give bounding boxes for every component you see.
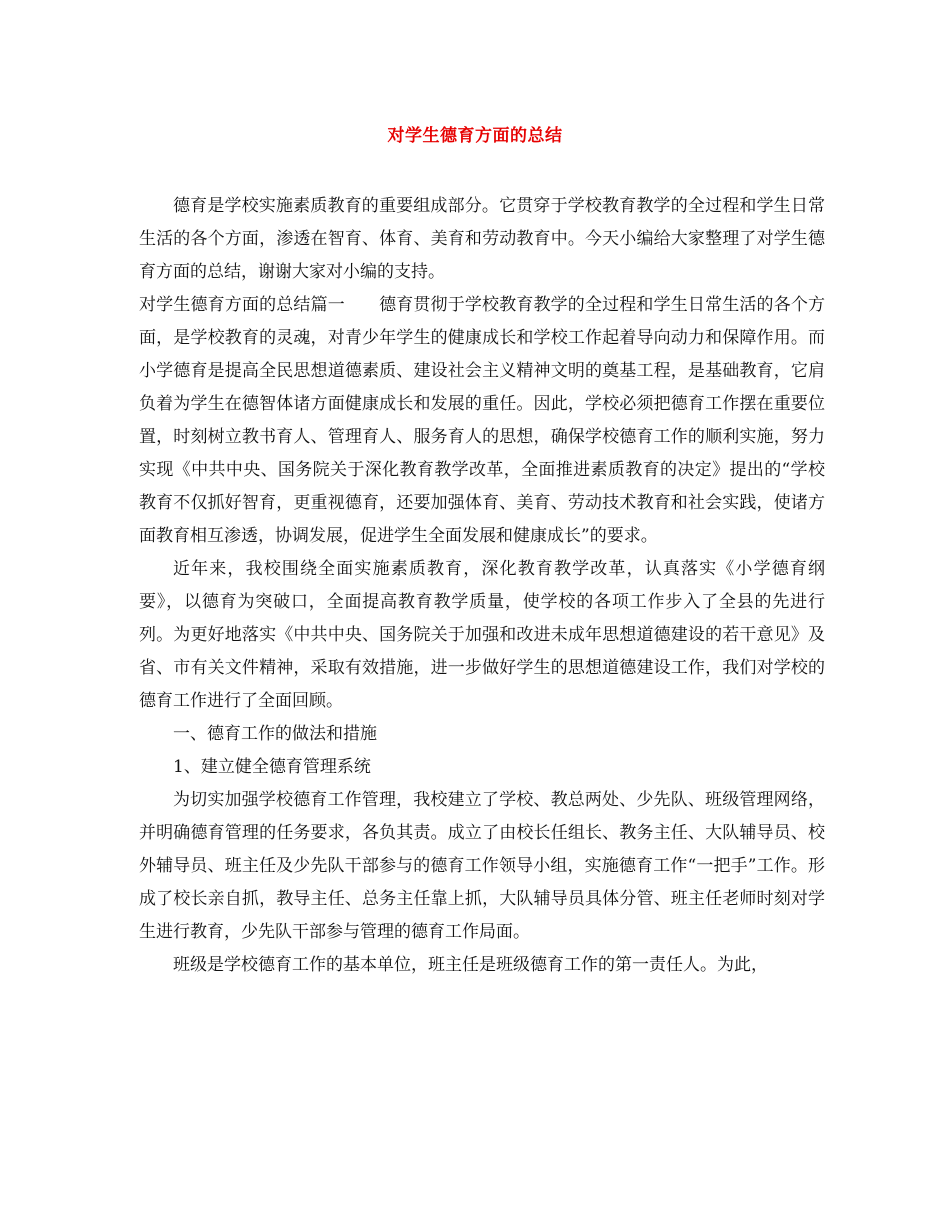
section-heading: 对学生德育方面的总结篇一 [139, 295, 345, 315]
paragraph-4: 班级是学校德育工作的基本单位，班主任是班级德育工作的第一责任人。为此， [173, 955, 768, 975]
document-body [139, 190, 825, 982]
heading-1: 一、德育工作的做法和措施 [173, 724, 377, 744]
section-text: 德育贯彻于学校教育教学的全过程和学生日常生活的各个方面，是学校教育的灵魂，对青少年学生的健康成长和学校工作起着导向动力和保障作用。而小学德育是提高全民思想道德素质、建设社会主义精神文明的奠基工程，是基础教育，它肩负着为学生在德智体诸方面健康成长和发展的重任。因此，学校必须把德育工作摆在重要位置，时刻树立教书育人、管理育人、服务育人的思想，确保学校德育工作的顺利实施，努力实现《中共中央、国务院关于深化教育教学改革，全面推进素质教育的决定》提出的“学校教育不仅抓好智育，更重视德育，还要加强体育、美育、劳动技术教育和社会实践，使诸方面教育相互渗透，协调发展，促进学生全面发展和健康成长”的要求。 [139, 295, 826, 546]
document-title: 对学生德育方面的总结 [387, 126, 563, 146]
heading-1-1: 1、建立健全德育管理系统 [173, 757, 371, 777]
intro-paragraph: 德育是学校实施素质教育的重要组成部分。它贯穿于学校教育教学的全过程和学生日常生活的各个方面，渗透在智育、体育、美育和劳动教育中。今天小编给大家整理了对学生德育方面的总结，谢谢大家对小编的支持。 [139, 196, 825, 282]
section-paragraph [139, 289, 825, 553]
paragraph-3: 为切实加强学校德育工作管理，我校建立了学校、教总两处、少先队、班级管理网络，并明确德育管理的任务要求，各负其责。成立了由校长任组长、教务主任、大队辅导员、校外辅导员、班主任及少先队干部参与的德育工作领导小组，实施德育工作“一把手”工作。形成了校长亲自抓，教导主任、总务主任靠上抓，大队辅导员具体分管、班主任老师时刻对学生进行教育，少先队干部参与管理的德育工作局面。 [139, 790, 825, 942]
paragraph-2: 近年来，我校围绕全面实施素质教育，深化教育教学改革，认真落实《小学德育纲要》，以德育为突破口，全面提高教育教学质量，使学校的各项工作步入了全县的先进行列。为更好地落实《中共中央、国务院关于加强和改进未成年思想道德建设的若干意见》及省、市有关文件精神，采取有效措施，进一步做好学生的思想道德建设工作，我们对学校的德育工作进行了全面回顾。 [139, 559, 825, 711]
